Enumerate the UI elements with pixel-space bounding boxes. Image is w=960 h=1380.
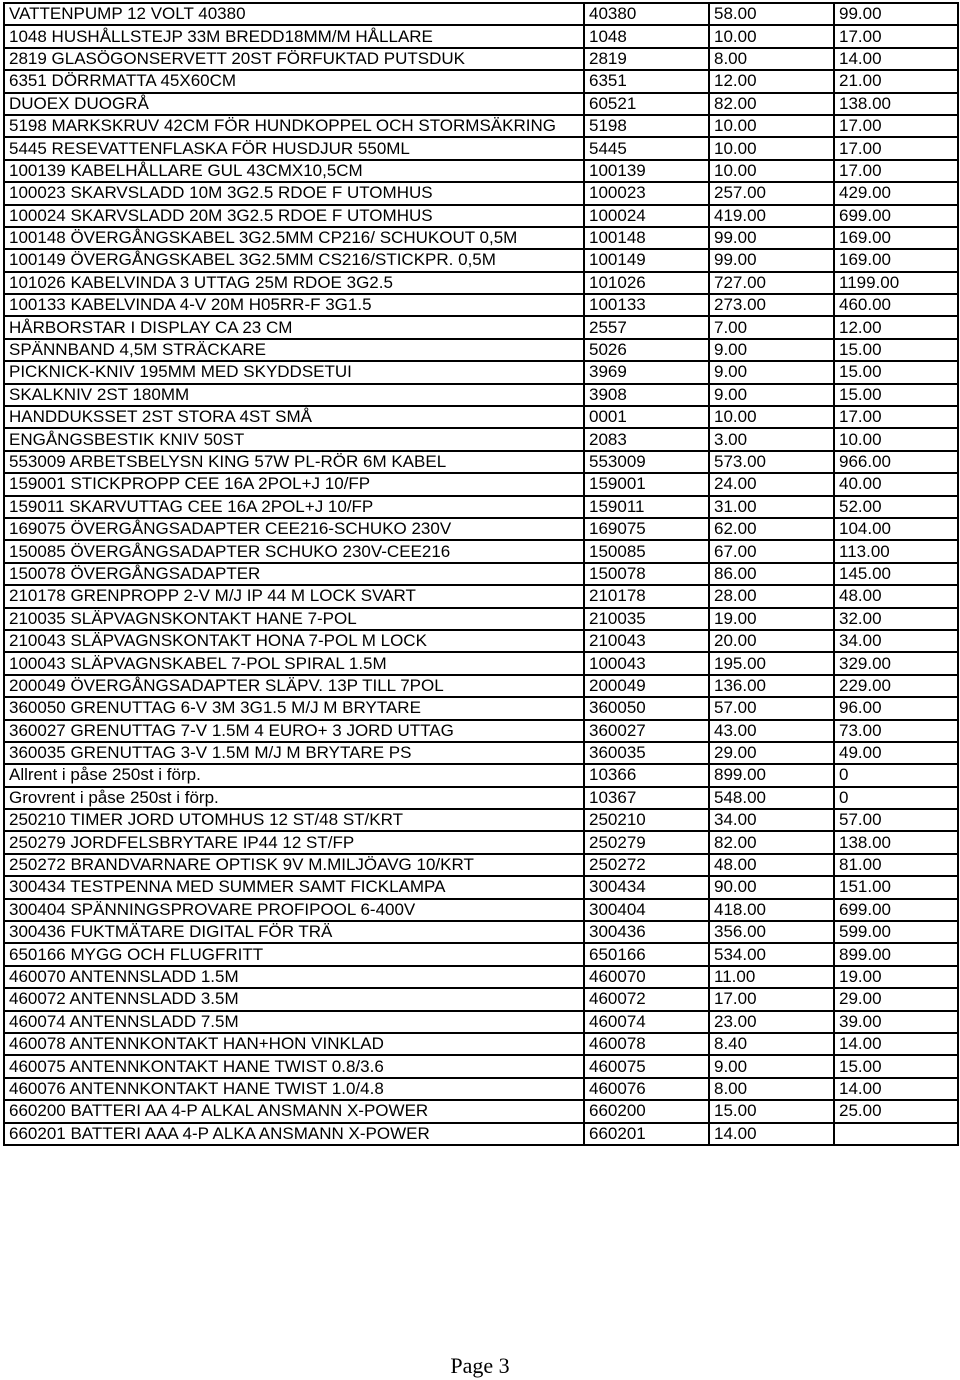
product-description-cell: SKALKNIV 2ST 180MM <box>4 384 584 406</box>
retail-price-cell: 48.00 <box>834 585 958 607</box>
table-row <box>4 3 958 25</box>
product-description-cell: 660200 BATTERI AA 4-P ALKAL ANSMANN X-POWER <box>4 1100 584 1122</box>
article-number-cell: 40380 <box>584 3 709 25</box>
table-row <box>4 1100 958 1122</box>
product-description-cell: 150078 ÖVERGÅNGSADAPTER <box>4 563 584 585</box>
retail-price-cell: 81.00 <box>834 854 958 876</box>
table-row <box>4 675 958 697</box>
retail-price-cell: 15.00 <box>834 1055 958 1077</box>
article-number-cell: 300436 <box>584 921 709 943</box>
table-row <box>4 697 958 719</box>
article-number-cell: 360035 <box>584 742 709 764</box>
cost-price-cell: 10.00 <box>709 25 834 47</box>
cost-price-cell: 57.00 <box>709 697 834 719</box>
table-row <box>4 451 958 473</box>
table-row <box>4 272 958 294</box>
table-row <box>4 563 958 585</box>
article-number-cell: 5445 <box>584 137 709 159</box>
retail-price-cell: 899.00 <box>834 943 958 965</box>
table-row <box>4 1055 958 1077</box>
product-description-cell: 100023 SKARVSLADD 10M 3G2.5 RDOE F UTOMHUS <box>4 182 584 204</box>
retail-price-cell: 17.00 <box>834 137 958 159</box>
cost-price-cell: 8.00 <box>709 1078 834 1100</box>
table-row <box>4 406 958 428</box>
article-number-cell: 360027 <box>584 720 709 742</box>
table-row <box>4 1123 958 1145</box>
article-number-cell: 169075 <box>584 518 709 540</box>
table-row <box>4 988 958 1010</box>
retail-price-cell: 15.00 <box>834 339 958 361</box>
cost-price-cell: 8.00 <box>709 48 834 70</box>
table-row <box>4 137 958 159</box>
product-description-cell: 100024 SKARVSLADD 20M 3G2.5 RDOE F UTOMHUS <box>4 205 584 227</box>
article-number-cell: 2083 <box>584 428 709 450</box>
product-description-cell: 100149 ÖVERGÅNGSKABEL 3G2.5MM CS216/STICKPR. 0,5M <box>4 249 584 271</box>
article-number-cell: 100043 <box>584 652 709 674</box>
article-number-cell: 100148 <box>584 227 709 249</box>
article-number-cell: 460078 <box>584 1033 709 1055</box>
cost-price-cell: 10.00 <box>709 137 834 159</box>
product-description-cell: 6351 DÖRRMATTA 45X60CM <box>4 70 584 92</box>
cost-price-cell: 899.00 <box>709 764 834 786</box>
product-description-cell: Grovrent i påse 250st i förp. <box>4 787 584 809</box>
retail-price-cell: 29.00 <box>834 988 958 1010</box>
table-row <box>4 25 958 47</box>
table-row <box>4 608 958 630</box>
table-row <box>4 899 958 921</box>
page-number: Page 3 <box>450 1353 510 1378</box>
table-row <box>4 585 958 607</box>
table-row <box>4 182 958 204</box>
product-description-cell: 210178 GRENPROPP 2-V M/J IP 44 M LOCK SVART <box>4 585 584 607</box>
retail-price-cell: 14.00 <box>834 1078 958 1100</box>
article-number-cell: 10366 <box>584 764 709 786</box>
retail-price-cell: 34.00 <box>834 630 958 652</box>
table-row <box>4 921 958 943</box>
retail-price-cell: 57.00 <box>834 809 958 831</box>
article-number-cell: 150085 <box>584 540 709 562</box>
product-description-cell: 460072 ANTENNSLADD 3.5M <box>4 988 584 1010</box>
article-number-cell: 2557 <box>584 316 709 338</box>
retail-price-cell: 52.00 <box>834 496 958 518</box>
article-number-cell: 10367 <box>584 787 709 809</box>
table-row <box>4 831 958 853</box>
product-description-cell: 460075 ANTENNKONTAKT HANE TWIST 0.8/3.6 <box>4 1055 584 1077</box>
article-number-cell: 100133 <box>584 294 709 316</box>
cost-price-cell: 29.00 <box>709 742 834 764</box>
retail-price-cell: 39.00 <box>834 1011 958 1033</box>
table-row <box>4 294 958 316</box>
article-number-cell: 5026 <box>584 339 709 361</box>
cost-price-cell: 20.00 <box>709 630 834 652</box>
retail-price-cell: 460.00 <box>834 294 958 316</box>
table-row <box>4 160 958 182</box>
table-row <box>4 1011 958 1033</box>
table-row <box>4 1078 958 1100</box>
cost-price-cell: 9.00 <box>709 361 834 383</box>
cost-price-cell: 48.00 <box>709 854 834 876</box>
article-number-cell: 1048 <box>584 25 709 47</box>
cost-price-cell: 9.00 <box>709 384 834 406</box>
retail-price-cell: 17.00 <box>834 406 958 428</box>
table-row <box>4 316 958 338</box>
article-number-cell: 159011 <box>584 496 709 518</box>
cost-price-cell: 9.00 <box>709 1055 834 1077</box>
article-number-cell: 200049 <box>584 675 709 697</box>
retail-price-cell: 17.00 <box>834 25 958 47</box>
product-description-cell: HANDDUKSSET 2ST STORA 4ST SMÅ <box>4 406 584 428</box>
cost-price-cell: 43.00 <box>709 720 834 742</box>
cost-price-cell: 19.00 <box>709 608 834 630</box>
cost-price-cell: 24.00 <box>709 473 834 495</box>
product-description-cell: 360050 GRENUTTAG 6-V 3M 3G1.5 M/J M BRYTARE <box>4 697 584 719</box>
article-number-cell: 460076 <box>584 1078 709 1100</box>
retail-price-cell: 1199.00 <box>834 272 958 294</box>
retail-price-cell: 96.00 <box>834 697 958 719</box>
cost-price-cell: 99.00 <box>709 249 834 271</box>
retail-price-cell: 17.00 <box>834 160 958 182</box>
product-description-cell: 360035 GRENUTTAG 3-V 1.5M M/J M BRYTARE PS <box>4 742 584 764</box>
product-description-cell: DUOEX DUOGRÅ <box>4 93 584 115</box>
retail-price-cell: 32.00 <box>834 608 958 630</box>
product-description-cell: 200049 ÖVERGÅNGSADAPTER SLÄPV. 13P TILL 7POL <box>4 675 584 697</box>
table-row <box>4 809 958 831</box>
article-number-cell: 460072 <box>584 988 709 1010</box>
table-row <box>4 473 958 495</box>
table-row <box>4 227 958 249</box>
product-description-cell: Allrent i påse 250st i förp. <box>4 764 584 786</box>
retail-price-cell: 19.00 <box>834 966 958 988</box>
product-description-cell: 5198 MARKSKRUV 42CM FÖR HUNDKOPPEL OCH STORMSÄKRING <box>4 115 584 137</box>
price-list-table <box>3 2 959 1146</box>
product-description-cell: 460078 ANTENNKONTAKT HAN+HON VINKLAD <box>4 1033 584 1055</box>
cost-price-cell: 7.00 <box>709 316 834 338</box>
cost-price-cell: 727.00 <box>709 272 834 294</box>
product-description-cell: 300404 SPÄNNINGSPROVARE PROFIPOOL 6-400V <box>4 899 584 921</box>
article-number-cell: 300404 <box>584 899 709 921</box>
cost-price-cell: 28.00 <box>709 585 834 607</box>
cost-price-cell: 136.00 <box>709 675 834 697</box>
cost-price-cell: 9.00 <box>709 339 834 361</box>
cost-price-cell: 62.00 <box>709 518 834 540</box>
table-row <box>4 93 958 115</box>
article-number-cell: 250279 <box>584 831 709 853</box>
retail-price-cell: 14.00 <box>834 1033 958 1055</box>
retail-price-cell: 145.00 <box>834 563 958 585</box>
retail-price-cell: 10.00 <box>834 428 958 450</box>
table-row <box>4 518 958 540</box>
product-description-cell: 250210 TIMER JORD UTOMHUS 12 ST/48 ST/KRT <box>4 809 584 831</box>
product-description-cell: 159001 STICKPROPP CEE 16A 2POL+J 10/FP <box>4 473 584 495</box>
table-row <box>4 876 958 898</box>
cost-price-cell: 99.00 <box>709 227 834 249</box>
cost-price-cell: 548.00 <box>709 787 834 809</box>
retail-price-cell: 151.00 <box>834 876 958 898</box>
product-description-cell: 100043 SLÄPVAGNSKABEL 7-POL SPIRAL 1.5M <box>4 652 584 674</box>
product-description-cell: 553009 ARBETSBELYSN KING 57W PL-RÖR 6M KABEL <box>4 451 584 473</box>
product-description-cell: 300436 FUKTMÄTARE DIGITAL FÖR TRÄ <box>4 921 584 943</box>
cost-price-cell: 12.00 <box>709 70 834 92</box>
retail-price-cell: 429.00 <box>834 182 958 204</box>
retail-price-cell: 73.00 <box>834 720 958 742</box>
product-description-cell: 250272 BRANDVARNARE OPTISK 9V M.MILJÖAVG 10/KRT <box>4 854 584 876</box>
table-row <box>4 764 958 786</box>
retail-price-cell: 99.00 <box>834 3 958 25</box>
product-description-cell: SPÄNNBAND 4,5M STRÄCKARE <box>4 339 584 361</box>
article-number-cell: 250210 <box>584 809 709 831</box>
article-number-cell: 0001 <box>584 406 709 428</box>
table-row <box>4 787 958 809</box>
cost-price-cell: 10.00 <box>709 406 834 428</box>
cost-price-cell: 534.00 <box>709 943 834 965</box>
cost-price-cell: 8.40 <box>709 1033 834 1055</box>
product-description-cell: ENGÅNGSBESTIK KNIV 50ST <box>4 428 584 450</box>
article-number-cell: 100139 <box>584 160 709 182</box>
article-number-cell: 210035 <box>584 608 709 630</box>
product-description-cell: 5445 RESEVATTENFLASKA FÖR HUSDJUR 550ML <box>4 137 584 159</box>
product-description-cell: 650166 MYGG OCH FLUGFRITT <box>4 943 584 965</box>
article-number-cell: 660200 <box>584 1100 709 1122</box>
cost-price-cell: 14.00 <box>709 1123 834 1145</box>
article-number-cell: 159001 <box>584 473 709 495</box>
table-row <box>4 205 958 227</box>
article-number-cell: 5198 <box>584 115 709 137</box>
article-number-cell: 101026 <box>584 272 709 294</box>
table-row <box>4 630 958 652</box>
product-description-cell: 300434 TESTPENNA MED SUMMER SAMT FICKLAMPA <box>4 876 584 898</box>
table-row <box>4 384 958 406</box>
table-row <box>4 720 958 742</box>
product-description-cell: PICKNICK-KNIV 195MM MED SKYDDSETUI <box>4 361 584 383</box>
retail-price-cell: 104.00 <box>834 518 958 540</box>
table-row <box>4 854 958 876</box>
article-number-cell: 2819 <box>584 48 709 70</box>
article-number-cell: 553009 <box>584 451 709 473</box>
cost-price-cell: 82.00 <box>709 93 834 115</box>
product-description-cell: 100148 ÖVERGÅNGSKABEL 3G2.5MM CP216/ SCHUKOUT 0,5M <box>4 227 584 249</box>
article-number-cell: 100024 <box>584 205 709 227</box>
table-row <box>4 339 958 361</box>
retail-price-cell: 169.00 <box>834 227 958 249</box>
article-number-cell: 6351 <box>584 70 709 92</box>
article-number-cell: 150078 <box>584 563 709 585</box>
product-description-cell: 100133 KABELVINDA 4-V 20M H05RR-F 3G1.5 <box>4 294 584 316</box>
article-number-cell: 300434 <box>584 876 709 898</box>
cost-price-cell: 573.00 <box>709 451 834 473</box>
retail-price-cell: 49.00 <box>834 742 958 764</box>
product-description-cell: 101026 KABELVINDA 3 UTTAG 25M RDOE 3G2.5 <box>4 272 584 294</box>
article-number-cell: 250272 <box>584 854 709 876</box>
cost-price-cell: 23.00 <box>709 1011 834 1033</box>
table-row <box>4 742 958 764</box>
product-description-cell: VATTENPUMP 12 VOLT 40380 <box>4 3 584 25</box>
cost-price-cell: 419.00 <box>709 205 834 227</box>
product-description-cell: 210035 SLÄPVAGNSKONTAKT HANE 7-POL <box>4 608 584 630</box>
retail-price-cell: 40.00 <box>834 473 958 495</box>
table-row <box>4 48 958 70</box>
retail-price-cell: 25.00 <box>834 1100 958 1122</box>
table-row <box>4 496 958 518</box>
table-row <box>4 70 958 92</box>
retail-price-cell: 229.00 <box>834 675 958 697</box>
product-description-cell: 460076 ANTENNKONTAKT HANE TWIST 1.0/4.8 <box>4 1078 584 1100</box>
cost-price-cell: 10.00 <box>709 160 834 182</box>
product-description-cell: 159011 SKARVUTTAG CEE 16A 2POL+J 10/FP <box>4 496 584 518</box>
price-list-body <box>4 3 958 1145</box>
product-description-cell: 360027 GRENUTTAG 7-V 1.5M 4 EURO+ 3 JORD UTTAG <box>4 720 584 742</box>
cost-price-cell: 257.00 <box>709 182 834 204</box>
article-number-cell: 460075 <box>584 1055 709 1077</box>
retail-price-cell: 0 <box>834 787 958 809</box>
product-description-cell: 1048 HUSHÅLLSTEJP 33M BREDD18MM/M HÅLLARE <box>4 25 584 47</box>
retail-price-cell: 14.00 <box>834 48 958 70</box>
retail-price-cell: 138.00 <box>834 93 958 115</box>
cost-price-cell: 17.00 <box>709 988 834 1010</box>
product-description-cell: 210043 SLÄPVAGNSKONTAKT HONA 7-POL M LOCK <box>4 630 584 652</box>
cost-price-cell: 86.00 <box>709 563 834 585</box>
cost-price-cell: 90.00 <box>709 876 834 898</box>
product-description-cell: 169075 ÖVERGÅNGSADAPTER CEE216-SCHUKO 230V <box>4 518 584 540</box>
article-number-cell: 460070 <box>584 966 709 988</box>
table-row <box>4 361 958 383</box>
retail-price-cell: 113.00 <box>834 540 958 562</box>
table-row <box>4 966 958 988</box>
table-row <box>4 652 958 674</box>
cost-price-cell: 11.00 <box>709 966 834 988</box>
retail-price-cell: 12.00 <box>834 316 958 338</box>
retail-price-cell: 699.00 <box>834 205 958 227</box>
product-description-cell: 100139 KABELHÅLLARE GUL 43CMX10,5CM <box>4 160 584 182</box>
article-number-cell: 650166 <box>584 943 709 965</box>
product-description-cell: 2819 GLASÖGONSERVETT 20ST FÖRFUKTAD PUTSDUK <box>4 48 584 70</box>
retail-price-cell: 966.00 <box>834 451 958 473</box>
cost-price-cell: 67.00 <box>709 540 834 562</box>
product-description-cell: 150085 ÖVERGÅNGSADAPTER SCHUKO 230V-CEE216 <box>4 540 584 562</box>
retail-price-cell: 329.00 <box>834 652 958 674</box>
cost-price-cell: 15.00 <box>709 1100 834 1122</box>
retail-price-cell: 21.00 <box>834 70 958 92</box>
cost-price-cell: 34.00 <box>709 809 834 831</box>
article-number-cell: 360050 <box>584 697 709 719</box>
cost-price-cell: 195.00 <box>709 652 834 674</box>
retail-price-cell <box>834 1123 958 1145</box>
article-number-cell: 460074 <box>584 1011 709 1033</box>
cost-price-cell: 10.00 <box>709 115 834 137</box>
table-row <box>4 428 958 450</box>
article-number-cell: 3969 <box>584 361 709 383</box>
table-row <box>4 1033 958 1055</box>
retail-price-cell: 699.00 <box>834 899 958 921</box>
cost-price-cell: 82.00 <box>709 831 834 853</box>
cost-price-cell: 58.00 <box>709 3 834 25</box>
cost-price-cell: 418.00 <box>709 899 834 921</box>
article-number-cell: 660201 <box>584 1123 709 1145</box>
product-description-cell: 660201 BATTERI AAA 4-P ALKA ANSMANN X-POWER <box>4 1123 584 1145</box>
retail-price-cell: 15.00 <box>834 361 958 383</box>
retail-price-cell: 15.00 <box>834 384 958 406</box>
retail-price-cell: 138.00 <box>834 831 958 853</box>
cost-price-cell: 31.00 <box>709 496 834 518</box>
article-number-cell: 60521 <box>584 93 709 115</box>
table-row <box>4 115 958 137</box>
retail-price-cell: 0 <box>834 764 958 786</box>
article-number-cell: 3908 <box>584 384 709 406</box>
retail-price-cell: 599.00 <box>834 921 958 943</box>
article-number-cell: 210043 <box>584 630 709 652</box>
article-number-cell: 210178 <box>584 585 709 607</box>
article-number-cell: 100023 <box>584 182 709 204</box>
product-description-cell: 460074 ANTENNSLADD 7.5M <box>4 1011 584 1033</box>
product-description-cell: 460070 ANTENNSLADD 1.5M <box>4 966 584 988</box>
cost-price-cell: 356.00 <box>709 921 834 943</box>
article-number-cell: 100149 <box>584 249 709 271</box>
table-row <box>4 249 958 271</box>
cost-price-cell: 3.00 <box>709 428 834 450</box>
retail-price-cell: 169.00 <box>834 249 958 271</box>
retail-price-cell: 17.00 <box>834 115 958 137</box>
product-description-cell: 250279 JORDFELSBRYTARE IP44 12 ST/FP <box>4 831 584 853</box>
cost-price-cell: 273.00 <box>709 294 834 316</box>
product-description-cell: HÅRBORSTAR I DISPLAY CA 23 CM <box>4 316 584 338</box>
table-row <box>4 540 958 562</box>
table-row <box>4 943 958 965</box>
